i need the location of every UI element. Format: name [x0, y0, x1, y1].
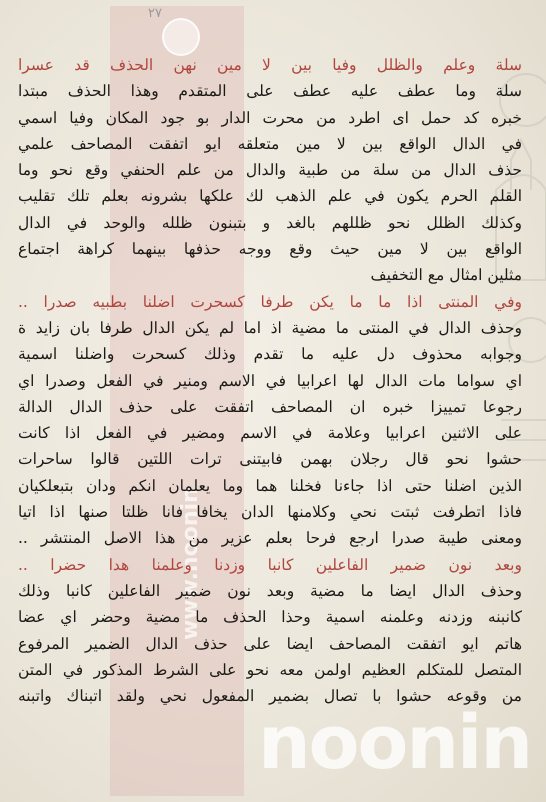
page-number: ٢٧: [148, 6, 162, 21]
manuscript-line: هاتم ايو اتفقت المصاحف ايضا على حذف الدال الضمير المرفوع: [18, 634, 522, 653]
library-stamp: [162, 18, 200, 56]
manuscript-line: على الاثنين اعرابيا وعلامة في الاسم ومضير في الفعل اذا كانت: [18, 424, 522, 443]
manuscript-line: كانبنه وزدنه وعلمنه اسمية وحذا الحذف ما مضية وحضر اي عضا: [18, 608, 522, 627]
manuscript-line: مثلين امثال مع التخفيف: [370, 266, 522, 285]
manuscript-line: حذف الدال من سلة من طبية والدال من علم الحنفي وقع نحو وما: [18, 161, 522, 180]
manuscript-line: سلة وما عطف عليه عطف على المتقدم وهذا الحذف مبتدا: [18, 82, 522, 101]
manuscript-line: من وقوعه حشوا با تصال بضمير المفعول نحي ولقد اتبناك واتبنه: [18, 687, 522, 706]
manuscript-line: وجوابه محذوف دل عليه ما تقدم وذلك كسحرت واضلنا اسمية: [18, 345, 522, 364]
manuscript-line: رجوعا تمييزا خبره ان المصاحف اتفقت على حذف الدال الدالة: [18, 397, 522, 416]
manuscript-line: المتصل للمتكلم العظيم اولمن معه نحو على الشرط المذكور في المتن: [18, 660, 522, 679]
rubric-verse-line: سلة وعلم والظلل وفيا بين لا مين نهن الحذف قد عسرا: [18, 56, 522, 74]
manuscript-line: حشوا نحو قال رجلان بهمن فابيتنى ترات اللتين قالوا ساحرات: [18, 450, 522, 469]
manuscript-line: القلم الحرم يكون في علم الذهب لك علكها بشرونه بعلم تلك تقليب: [18, 187, 522, 206]
manuscript-line: الذين اضلنا حتى اذا جاءنا فخلنا هما وما يعلمان انكم ودان بتبعلكيان: [18, 476, 522, 495]
watermark-text: noonin: [258, 700, 532, 786]
rubric-verse-line: وبعد نون ضمير الفاعلين كانبا وزدنا وعلمنا هدا حضرا ..: [18, 555, 522, 574]
manuscript-line: اي سواما مات الدال لها اعرابيا في الاسم ومنير في الفعل وصدرا اي: [18, 371, 522, 390]
manuscript-line: ومعنى طيبة صدرا ارجع فرحا بعلم عزير من هذا الاصل المنتشر ..: [18, 529, 522, 548]
watermark-vertical-text: www.noonin: [178, 487, 203, 640]
manuscript-line: وحذف الدال في المنتى ما مضية اذ اما لم يكن الدال طرفا بان زايد ة: [18, 318, 522, 337]
manuscript-line: وحذف الدال ايضا ما مضية وبعد نون ضمير الفاعلين كانبا وذلك: [18, 581, 522, 600]
manuscript-line: وكذلك الظلل نحو ظللهم بالغد و بتبنون ظلله والوحد في الدال: [18, 213, 522, 232]
manuscript-line: الواقع بين لا مين حيث وقع ووجه حذفها بينهما كراهة اجتماع: [18, 240, 522, 259]
manuscript-text-block: [18, 52, 522, 709]
manuscript-line: فاذا اتطرفت ثبتت نحي وكلامنها الدان يخافا فانا ظلتا صنها اذا اتيا: [18, 503, 522, 522]
rubric-verse-line: وفي المنتى اذا ما ما يكن طرفا كسحرت اضلنا بطبيه صدرا ..: [18, 292, 522, 311]
manuscript-line: خبره كد حمل اى اطرد من محرت الدار بو جود المكان وفيا اسمي: [18, 108, 522, 127]
manuscript-line: في الدال الواقع بين لا مين متعلقه ايو اتفقت المصاحف علمي: [18, 134, 522, 153]
